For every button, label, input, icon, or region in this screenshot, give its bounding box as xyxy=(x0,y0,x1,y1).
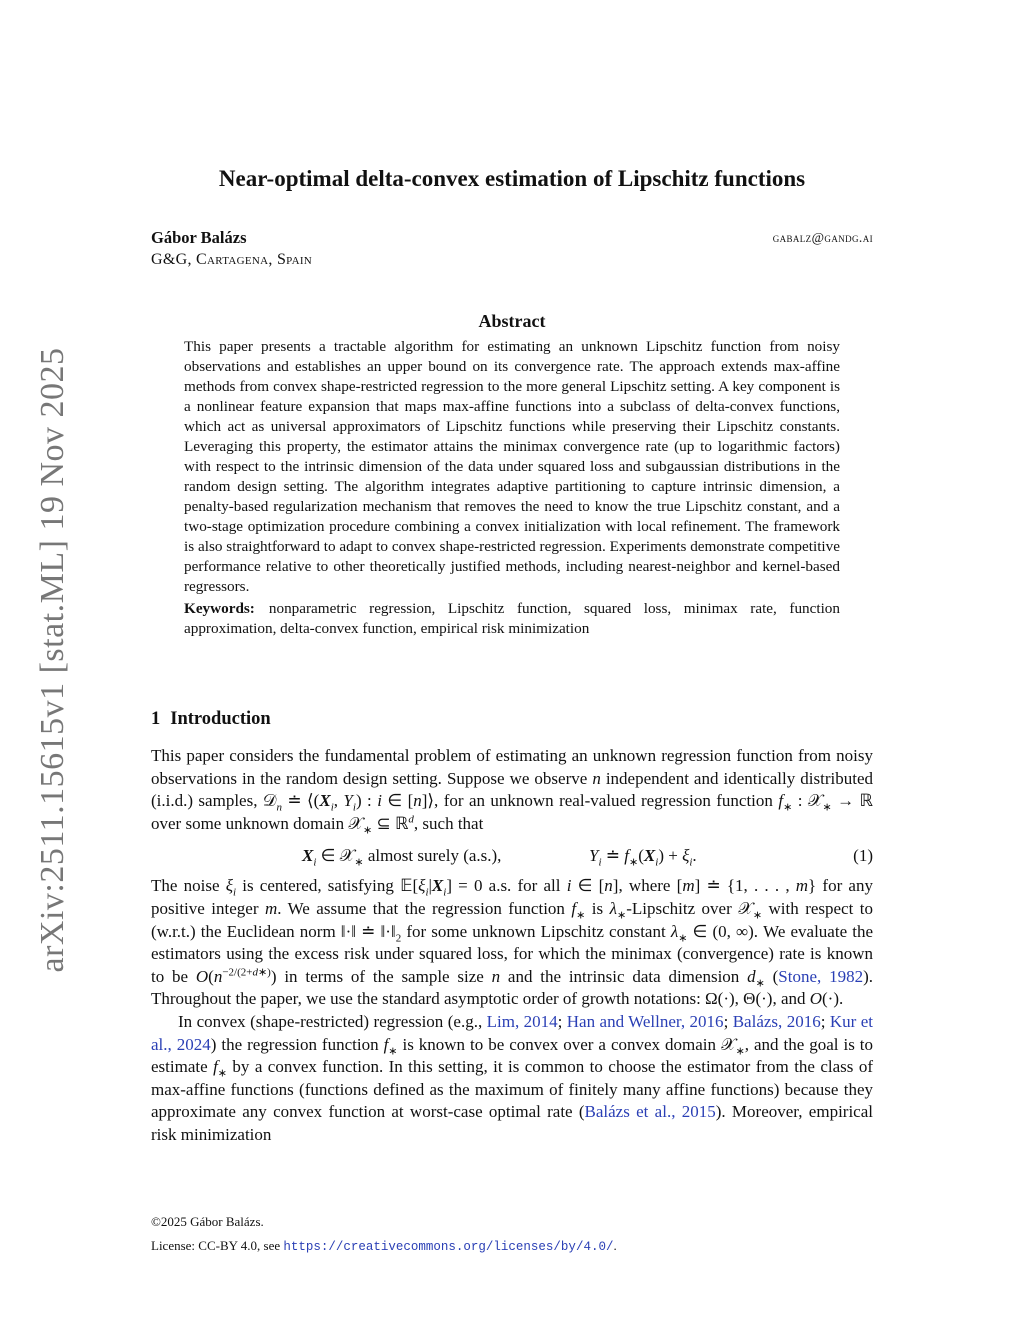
citation-kur-2024[interactable]: Kur et al., 2024 xyxy=(151,1011,874,1054)
license-link[interactable]: https://creativecommons.org/licenses/by/4.0/ xyxy=(283,1240,614,1254)
author-affiliation: G&G, Cartagena, Spain xyxy=(151,251,313,268)
citation-balazs-2015[interactable]: Balázs et al., 2015 xyxy=(584,1102,716,1122)
section-number: 1 xyxy=(151,709,161,729)
citation-balazs-2016[interactable]: Balázs, 2016 xyxy=(732,1011,821,1031)
keywords xyxy=(184,599,840,639)
equation-number: (1) xyxy=(853,846,873,866)
abstract-body xyxy=(184,337,840,639)
copyright-notice: ©2025 Gábor Balázs. xyxy=(151,1214,264,1229)
intro-paragraph-2: The noise $\xi_i$ is centered, satisfying $𝔼[\xi_i|X_i] = 0$ a.s. for all i ∈ [n], where [m] ≐ {1, . . . , m} for any positive integer m. We assume that the regression function $f_∗$ is $\lambda_∗$-Lipschitz over 𝒳$_∗$ with respect to (w.r.t.) the Euclidean norm ‖·‖ ≐ $‖\cdot‖_2$ for some unknown Lipschitz constant $\lambda_∗$ ∈ (0, ∞). We evaluate the estimators using the excess risk under squared loss, for which the minimax (convergence) rate is known to be $O(n^{-2/(2+d∗)})$ in terms of the sample size n and the intrinsic data dimension $d_∗$ (Stone, 1982). Throughout the paper, we use the standard asymptotic order of growth notations: Ω(·), Θ(·), and O(·). xyxy=(151,876,873,1009)
citation-stone-1982[interactable]: Stone, 1982 xyxy=(778,966,864,986)
keywords-list: nonparametric regression, Lipschitz function, squared loss, minimax rate, function approximation, delta-convex function, empirical risk minimization xyxy=(184,600,840,637)
abstract-text: This paper presents a tractable algorithm for estimating an unknown Lipschitz function from noisy observations and establishes an upper bound on its convergence rate. The approach extends max-affine methods from convex shape-restricted regression to the more general Lipschitz setting. A key component is a nonlinear feature expansion that maps max-affine functions into a subclass of delta-convex functions, which act as universal approximators of Lipschitz functions while preserving their Lipschitz constants. Leveraging this property, the estimator attains the minimax convergence rate (up to logarithmic factors) with respect to the intrinsic dimension of the data under squared loss and subgaussian distributions in the random design setting. The algorithm integrates adaptive partitioning to capture intrinsic dimension, a penalty-based regularization mechanism that removes the need to know the true Lipschitz constant, and a two-stage optimization procedure combining a convex initialization with local refinement. The framework is also straightforward to adapt to convex shape-restricted regression. Experiments demonstrate competitive performance relative to other theoretically justified methods, including nearest-neighbor and kernel-based regressors. xyxy=(184,338,840,595)
license-notice: License: CC-BY 4.0, see https://creativecommons.org/licenses/by/4.0/. xyxy=(151,1238,617,1254)
intro-paragraph-3: In convex (shape-restricted) regression (e.g., Lim, 2014; Han and Wellner, 2016; Balázs, 2016; Kur et al., 2024) the regression function $f_∗$ is known to be convex over a convex domain 𝒳$_∗$, and the goal is to estimate $f_∗$ by a convex function. In this setting, it is common to choose the estimator from the class of max-affine functions (functions defined as the maximum of finitely many affine functions) because they approximate any convex function at worst-case optimal rate (Balázs et al., 2015). Moreover, empirical risk minimization xyxy=(151,1011,874,1144)
author-email[interactable]: gabalz@gandg.ai xyxy=(772,230,873,245)
equation-1: $X_i$ ∈ 𝒳$_∗$ almost surely (a.s.), $Y_i$ ≐ $f_∗(X_i) + \xi_i$. (1) xyxy=(151,838,873,874)
citation-lim-2014[interactable]: Lim, 2014 xyxy=(486,1011,558,1031)
arxiv-identifier-stamp: arXiv:2511.15615v1 [stat.ML] 19 Nov 2025 xyxy=(34,347,71,973)
introduction-body xyxy=(151,745,873,1147)
author-name: Gábor Balázs xyxy=(151,228,247,247)
paper-title: Near-optimal delta-convex estimation of Lipschitz functions xyxy=(218,166,806,191)
abstract-heading: Abstract xyxy=(478,311,546,331)
keywords-label: Keywords: xyxy=(184,600,255,617)
intro-paragraph-1: This paper considers the fundamental problem of estimating an unknown regression function from noisy observations in the random design setting. Suppose we observe n independent and identically distributed (i.i.d.) samples, 𝒟$_n$ ≐ $⟨(X_i$, $Y_i$) : i ∈ [n]⟩, for an unknown real-valued regression function $f_∗$ : 𝒳$_∗$ → ℝ over some unknown domain 𝒳$_∗$ ⊆ ℝ$^d$, such that xyxy=(151,746,873,837)
section-title: Introduction xyxy=(170,709,271,729)
section-heading-introduction xyxy=(151,709,271,730)
citation-han-wellner-2016[interactable]: Han and Wellner, 2016 xyxy=(566,1011,724,1031)
